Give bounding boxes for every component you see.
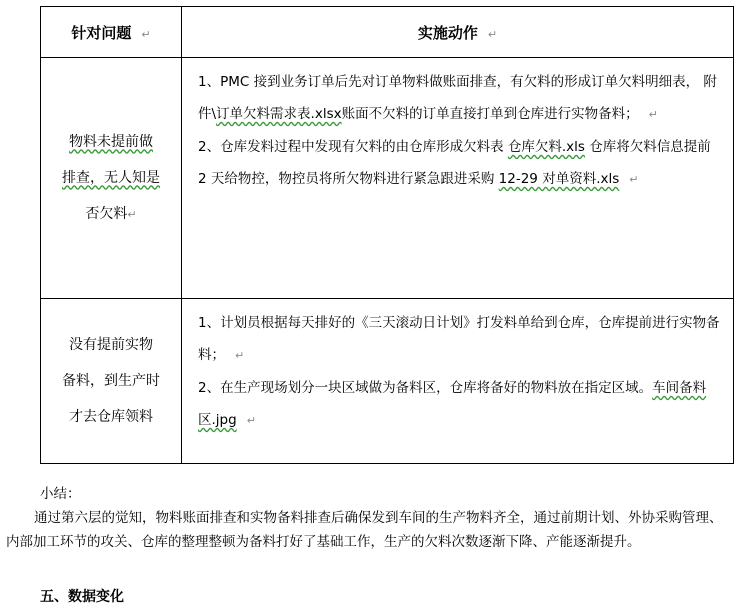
table-row <box>41 299 734 464</box>
table-header-row <box>41 7 734 58</box>
table-row <box>41 58 734 299</box>
issue-cell <box>41 58 182 299</box>
paragraph-mark-icon: ↵ <box>141 27 151 41</box>
header-action <box>182 7 734 58</box>
action-item: 2、在生产现场划分一块区域做为备料区，仓库将备好的物料放在指定区域。车间备料区.jpg ↵ <box>198 380 707 428</box>
issue-cell <box>41 299 182 464</box>
attachment-link[interactable]: 车间备料区.jpg <box>198 380 707 428</box>
summary-title: 小结： <box>40 486 81 502</box>
paragraph-mark-icon: ↵ <box>629 173 639 186</box>
header-issue <box>41 7 182 58</box>
attachment-link[interactable]: 订单欠料需求表.xlsx <box>216 106 342 122</box>
paragraph-mark-icon: ↵ <box>127 207 137 221</box>
action-table <box>40 6 734 464</box>
section-heading: 五、数据变化 <box>40 589 124 605</box>
paragraph-mark-icon: ↵ <box>246 414 256 427</box>
issue-line: 排查，无人知是 <box>62 169 160 186</box>
paragraph-mark-icon: ↵ <box>487 27 498 41</box>
paragraph-mark-icon: ↵ <box>648 108 658 121</box>
issue-line: 物料未提前做 <box>69 133 153 150</box>
action-cell <box>182 299 734 464</box>
header-issue-label: 针对问题 <box>71 23 132 42</box>
issue-line: 没有提前实物 <box>69 337 153 353</box>
paragraph-mark-icon: ↵ <box>235 349 245 362</box>
issue-line: 否欠料↵ <box>85 205 137 222</box>
summary-body: 通过第六层的觉知，物料账面排查和实物备料排查后确保发到车间的生产物料齐全，通过前期计划、外协采购管理、内部加工环节的攻关、仓库的整理整顿为备料打好了基础工作，生产的欠料次数逐渐下降、产能逐渐提升。 <box>6 510 723 550</box>
issue-line: 才去仓库领料 <box>69 409 153 425</box>
action-cell <box>182 58 734 299</box>
action-item: 1、PMC 接到业务订单后先对订单物料做账面排查，有欠料的形成订单欠料明细表， 附件\订单欠料需求表.xlsx账面不欠料的订单直接打单到仓库进行实物备料； ↵ <box>198 74 717 122</box>
summary-block <box>6 482 726 554</box>
attachment-link[interactable]: 12-29 对单资料.xls <box>498 171 620 187</box>
action-item: 2、仓库发料过程中发现有欠料的由仓库形成欠料表 仓库欠料.xls 仓库将欠料信息提前 2 天给物控，物控员将所欠物料进行紧急跟进采购 12-29 对单资料.xls ↵ <box>198 139 711 187</box>
issue-line: 备料，到生产时 <box>62 373 160 389</box>
action-item: 1、计划员根据每天排好的《三天滚动日计划》打发料单给到仓库，仓库提前进行实物备料； ↵ <box>198 315 720 363</box>
header-action-label: 实施动作 <box>417 23 478 42</box>
attachment-link[interactable]: 仓库欠料.xls <box>507 139 585 155</box>
